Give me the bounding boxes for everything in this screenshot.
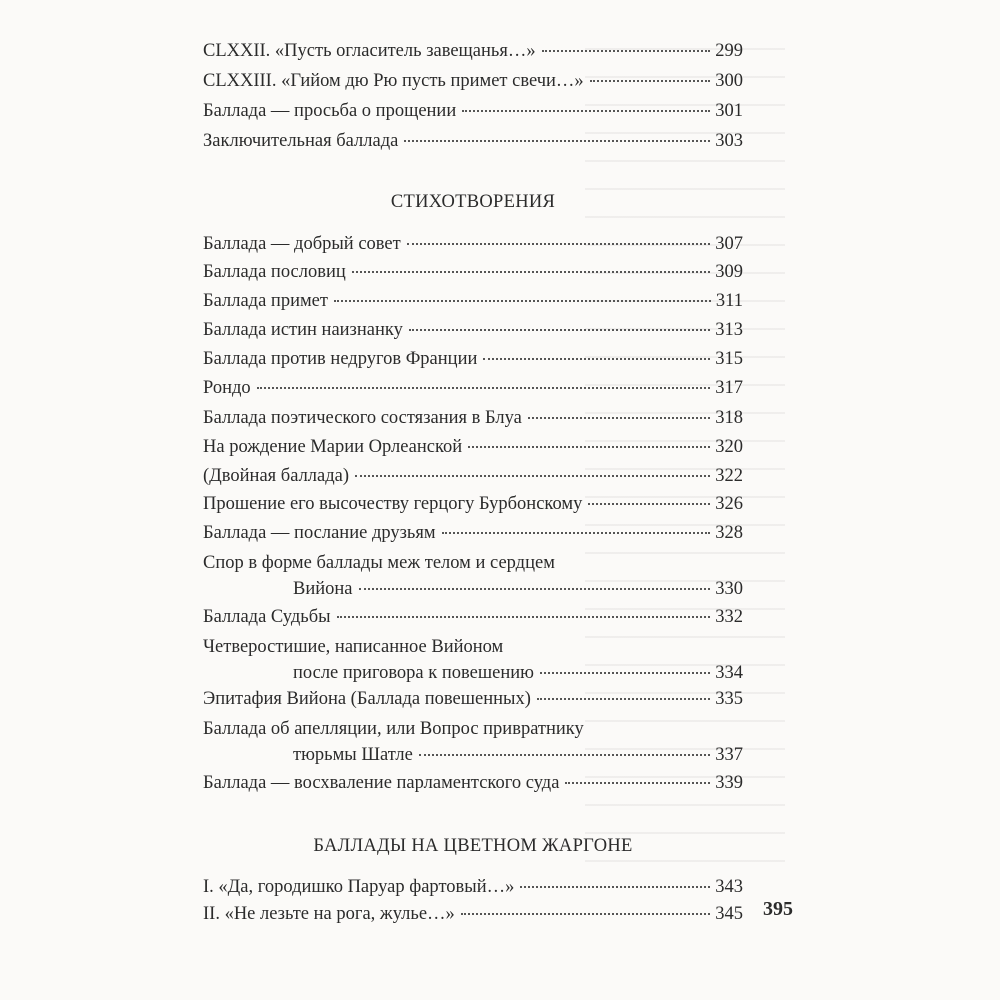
entry-title: Эпитафия Вийона (Баллада повешенных): [203, 689, 531, 709]
toc-entry: [203, 874, 743, 900]
toc-entry: [203, 520, 743, 546]
toc-entry-two-line: [203, 550, 743, 602]
dot-leader: [407, 242, 711, 245]
dot-leader: [540, 671, 710, 674]
entry-page: 334: [715, 663, 743, 683]
entry-title: Баллада примет: [203, 291, 328, 311]
entry-title: Баллада — просьба о прощении: [203, 101, 457, 121]
toc-entry: [203, 346, 743, 372]
dot-leader: [542, 49, 711, 52]
entry-title-continued: тюрьмы Шатле: [293, 745, 413, 765]
entry-page: 343: [715, 877, 743, 897]
entry-title: Четверостишие, написанное Вийоном: [203, 637, 504, 657]
dot-leader: [588, 502, 710, 505]
dot-leader: [520, 885, 710, 888]
dot-leader: [565, 781, 710, 784]
entry-page: 330: [715, 579, 743, 599]
entry-page: 345: [715, 904, 743, 924]
dot-leader: [528, 416, 710, 419]
toc-entry: [203, 231, 743, 257]
toc-entry: [203, 98, 743, 124]
entry-page: 318: [715, 408, 743, 428]
toc-entry: [203, 128, 743, 154]
entry-title: Баллада — добрый совет: [203, 234, 401, 254]
entry-page: 320: [715, 437, 743, 457]
entry-title-continued: Вийона: [293, 579, 353, 599]
entry-title: (Двойная баллада): [203, 466, 350, 486]
dot-leader: [404, 139, 710, 142]
dot-leader: [468, 445, 710, 448]
toc-entry: [203, 604, 743, 630]
toc-entry: [203, 434, 743, 460]
entry-title: Заключительная баллада: [203, 131, 399, 151]
entry-title: Баллада против недругов Франции: [203, 349, 478, 369]
dot-leader: [442, 531, 711, 534]
entry-page: 303: [715, 131, 743, 151]
entry-title-continued: после приговора к повешению: [293, 663, 534, 683]
entry-title: Баллада об апелляции, или Вопрос привратнику: [203, 719, 584, 739]
entry-page: 315: [715, 349, 743, 369]
toc-entry: [203, 259, 743, 285]
toc-entry: [203, 68, 743, 94]
page-number: 395: [763, 898, 793, 920]
entry-title: CLXXIII. «Гийом дю Рю пусть примет свечи…»: [203, 71, 584, 91]
toc-entry: [203, 317, 743, 343]
entry-title: Баллада истин наизнанку: [203, 320, 403, 340]
dot-leader: [334, 299, 711, 302]
entry-title: Баллада Судьбы: [203, 607, 331, 627]
entry-page: 317: [715, 378, 743, 398]
entry-title: Баллада пословиц: [203, 262, 346, 282]
entry-title: Баллада — послание друзьям: [203, 523, 436, 543]
toc-entry-two-line: [203, 634, 743, 686]
entry-page: 322: [715, 466, 743, 486]
toc-entry: [203, 405, 743, 431]
entry-page: 339: [715, 773, 743, 793]
dot-leader: [352, 270, 710, 273]
entry-title: Баллада — восхваление парламентского суда: [203, 773, 560, 793]
entry-title: Рондо: [203, 378, 251, 398]
toc-entry: [203, 770, 743, 796]
toc-entry: [203, 38, 743, 64]
dot-leader: [359, 587, 711, 590]
entry-page: 300: [715, 71, 743, 91]
entry-page: 309: [715, 262, 743, 282]
section-heading: БАЛЛАДЫ НА ЦВЕТНОМ ЖАРГОНЕ: [313, 836, 633, 856]
entry-title: Прошение его высочеству герцогу Бурбонскому: [203, 494, 583, 514]
toc-entry: [203, 463, 743, 489]
entry-page: 301: [715, 101, 743, 121]
toc-entry: [203, 901, 743, 927]
entry-page: 311: [715, 291, 743, 311]
entry-page: 335: [715, 689, 743, 709]
entry-page: 326: [715, 494, 743, 514]
entry-title: Баллада поэтического состязания в Блуа: [203, 408, 522, 428]
dot-leader: [409, 328, 710, 331]
dot-leader: [483, 357, 710, 360]
entry-page: 328: [715, 523, 743, 543]
entry-title: На рождение Марии Орлеанской: [203, 437, 463, 457]
entry-title: II. «Не лезьте на рога, жулье…»: [203, 904, 455, 924]
entry-page: 313: [715, 320, 743, 340]
dot-leader: [337, 615, 711, 618]
toc-entry-two-line: [203, 716, 743, 768]
dot-leader: [537, 697, 710, 700]
entry-title: CLXXII. «Пусть огласитель завещанья…»: [203, 41, 536, 61]
toc-entry: [203, 686, 743, 712]
entry-page: 299: [715, 41, 743, 61]
dot-leader: [419, 753, 710, 756]
dot-leader: [462, 109, 710, 112]
toc-entry: [203, 288, 743, 314]
toc-entry: [203, 375, 743, 401]
entry-title: I. «Да, городишко Паруар фартовый…»: [203, 877, 515, 897]
entry-page: 307: [715, 234, 743, 254]
section-heading: СТИХОТВОРЕНИЯ: [390, 192, 556, 212]
entry-page: 332: [715, 607, 743, 627]
entry-page: 337: [715, 745, 743, 765]
toc-entry: [203, 491, 743, 517]
entry-title: Спор в форме баллады меж телом и сердцем: [203, 553, 555, 573]
dot-leader: [590, 79, 711, 82]
dot-leader: [257, 386, 711, 389]
dot-leader: [461, 912, 710, 915]
dot-leader: [355, 474, 710, 477]
